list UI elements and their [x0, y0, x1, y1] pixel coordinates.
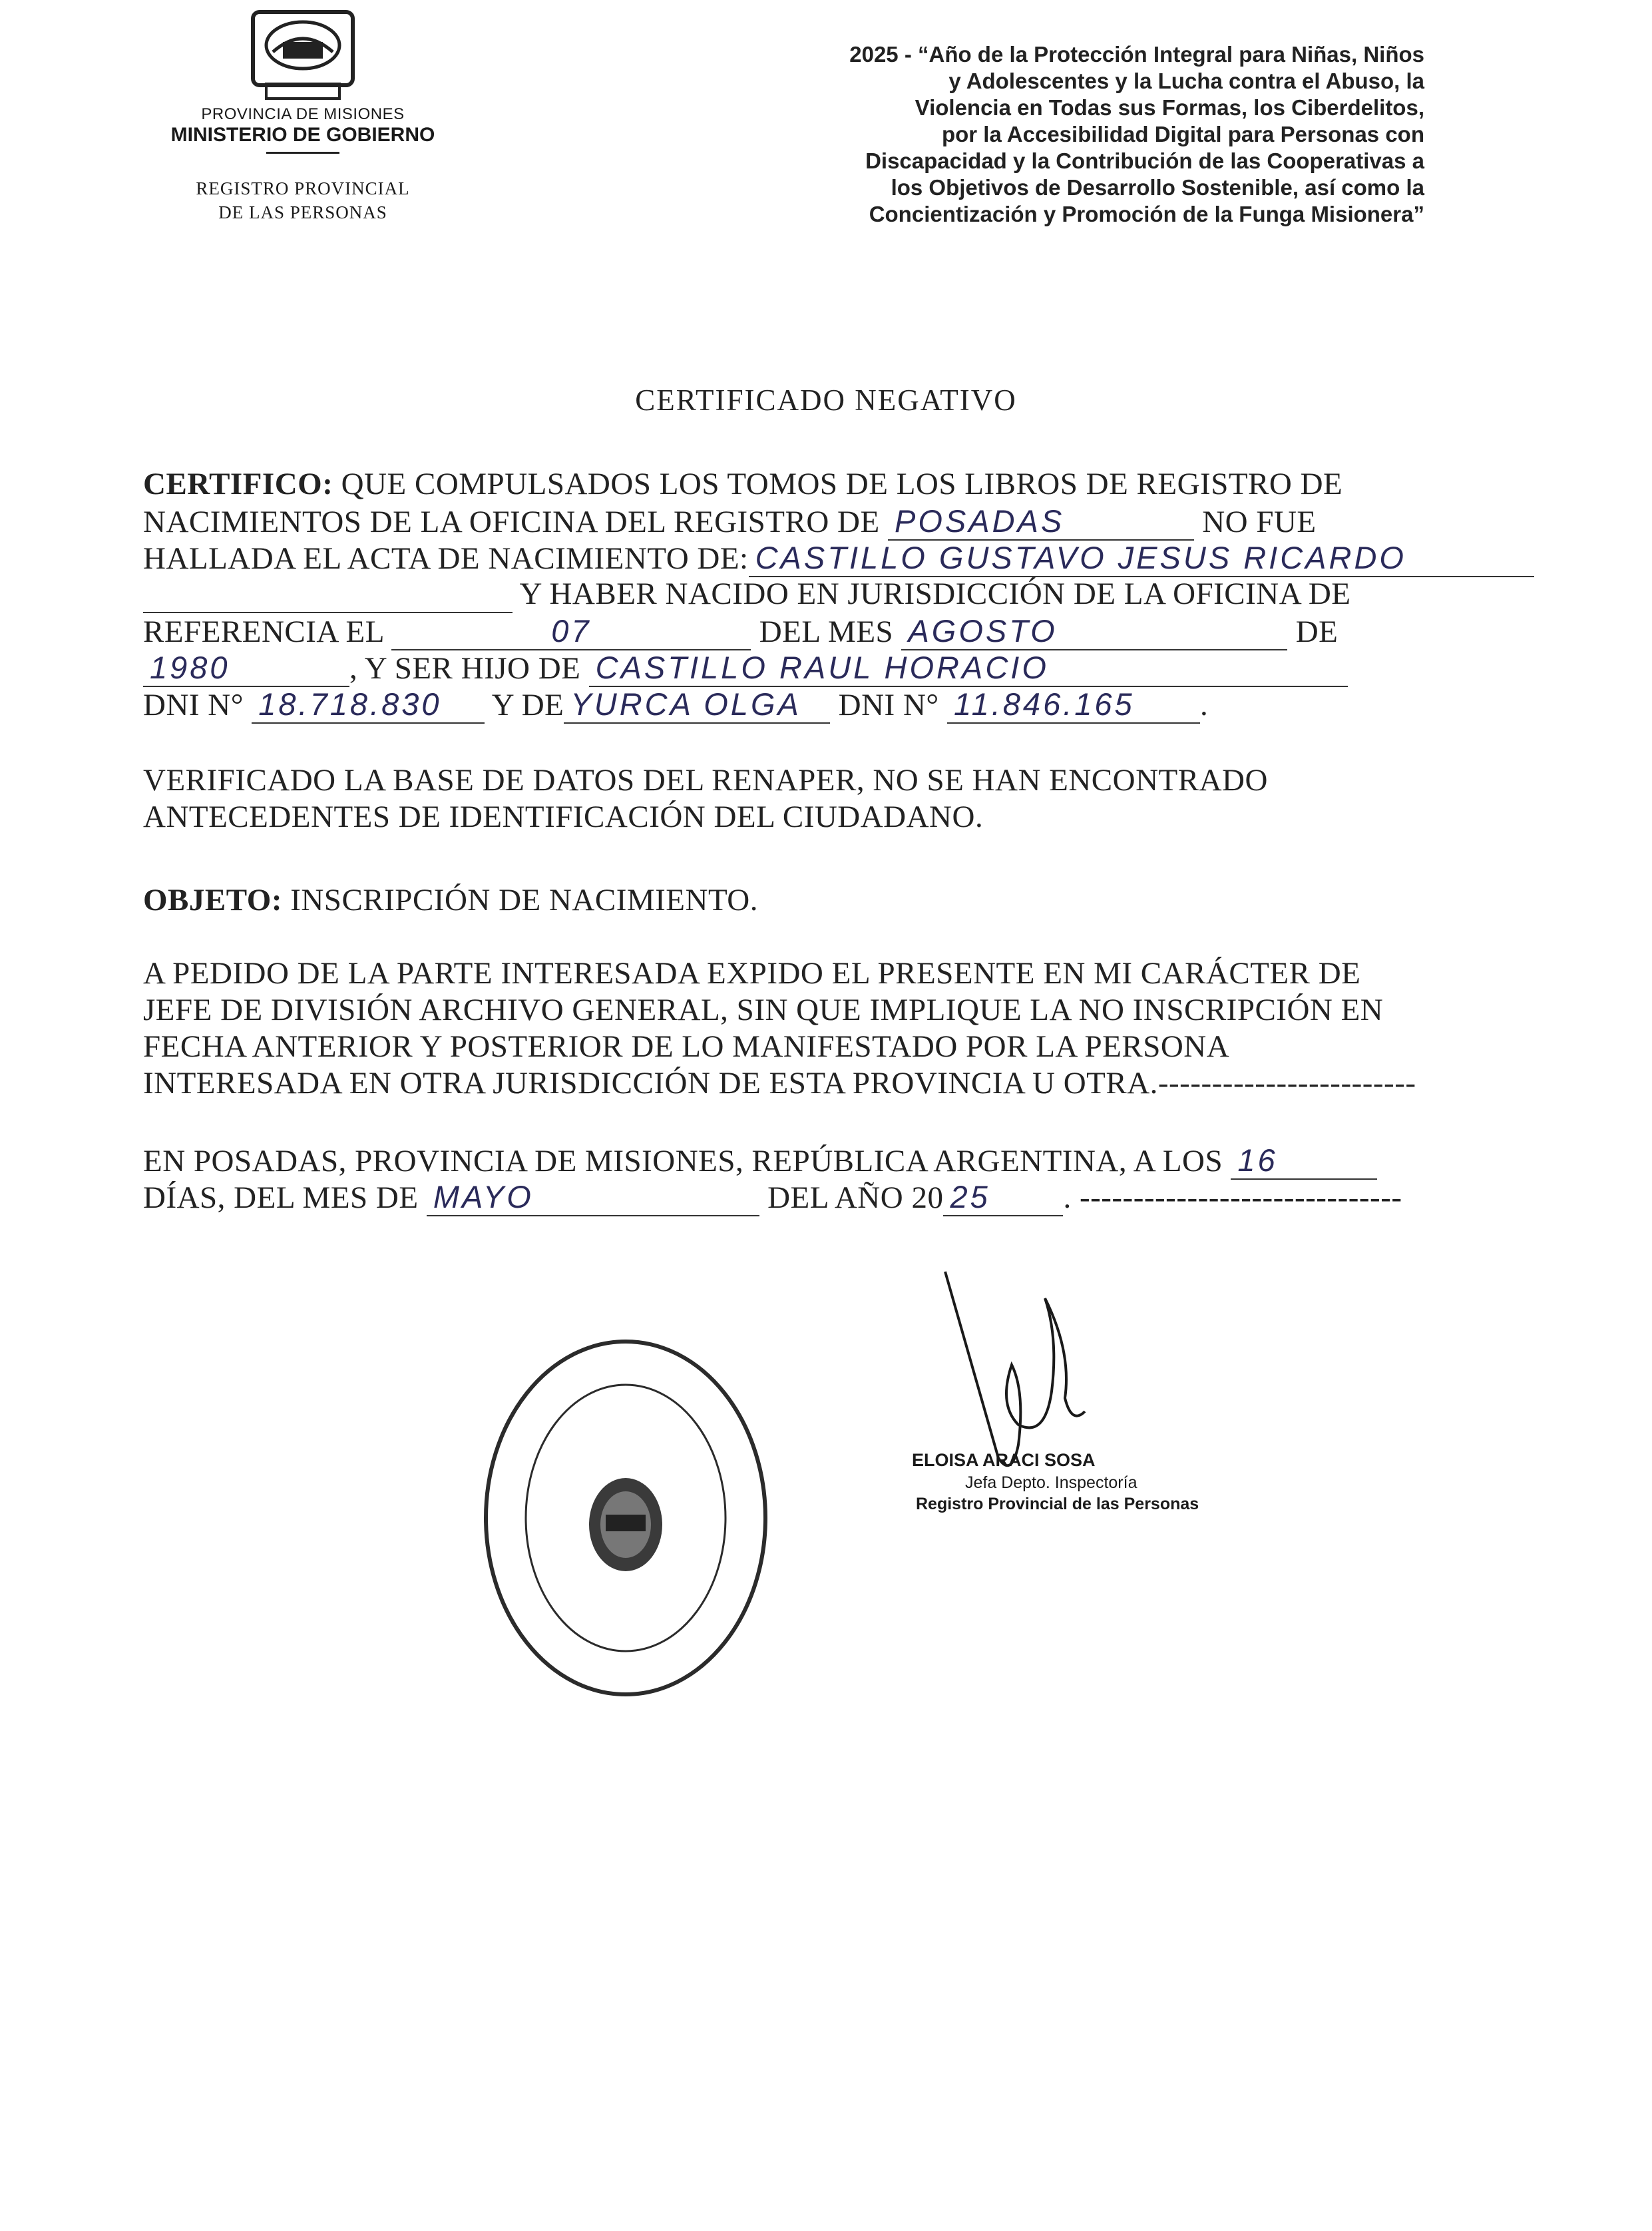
pedido-line4: INTERESADA EN OTRA JURISDICCIÓN DE ESTA PROVINCIA U OTRA.------------------------: [143, 1066, 1416, 1101]
person-name-field: CASTILLO GUSTAVO JESUS RICARDO: [749, 539, 1534, 577]
father-name-field: CASTILLO RAUL HORACIO: [589, 649, 1348, 687]
renaper-line2: ANTECEDENTES DE IDENTIFICACIÓN DEL CIUDADANO.: [143, 800, 984, 834]
registry-name-line2: DE LAS PERSONAS: [218, 202, 387, 222]
signatory-name: ELOISA ARACI SOSA: [912, 1450, 1096, 1470]
issue-year-field: 25: [943, 1178, 1063, 1216]
birth-month-field: AGOSTO: [901, 613, 1287, 650]
father-dni-field: 18.718.830: [252, 686, 485, 724]
birth-year-field: 1980: [143, 649, 349, 687]
registry-name-line1: REGISTRO PROVINCIAL: [196, 178, 410, 198]
document-title: CERTIFICADO NEGATIVO: [635, 383, 1017, 417]
office-field: POSADAS: [888, 503, 1194, 541]
year-motto: [639, 41, 1424, 228]
ministry-name: MINISTERIO DE GOBIERNO: [170, 124, 435, 146]
closing-line1: EN POSADAS, PROVINCIA DE MISIONES, REPÚBLICA ARGENTINA, A LOS 16: [143, 1142, 1377, 1180]
closing-line2: DÍAS, DEL MES DE MAYO DEL AÑO 20 25 . ------------------------------: [143, 1179, 1402, 1215]
certifico-line6: 1980 , Y SER HIJO DE CASTILLO RAUL HORACIO: [143, 649, 1348, 687]
signatory-role: Jefa Depto. Inspectoría: [965, 1473, 1137, 1492]
certifico-line4: Y HABER NACIDO EN JURISDICCIÓN DE LA OFICINA DE: [143, 576, 1351, 613]
objeto-line: OBJETO: INSCRIPCIÓN DE NACIMIENTO.: [143, 883, 759, 917]
pedido-line1: A PEDIDO DE LA PARTE INTERESADA EXPIDO EL PRESENTE EN MI CARÁCTER DE: [143, 956, 1361, 991]
birth-day-field: 07: [391, 613, 751, 650]
motto-line: los Objetivos de Desarrollo Sostenible, así como la: [891, 175, 1424, 200]
province-crest-logo: [246, 5, 359, 105]
renaper-line1: VERIFICADO LA BASE DE DATOS DEL RENAPER, NO SE HAN ENCONTRADO: [143, 763, 1268, 798]
motto-line: por la Accesibilidad Digital para Personas con: [941, 122, 1424, 146]
certifico-line3: HALLADA EL ACTA DE NACIMIENTO DE: CASTILLO GUSTAVO JESUS RICARDO: [143, 539, 1534, 577]
certifico-line1: CERTIFICO: QUE COMPULSADOS LOS TOMOS DE LOS LIBROS DE REGISTRO DE: [143, 467, 1343, 501]
motto-line: Violencia en Todas sus Formas, los Ciberdelitos,: [915, 95, 1424, 120]
certifico-line7: DNI N° 18.718.830 Y DE YURCA OLGA DNI N° 11.846.165 .: [143, 686, 1209, 722]
province-name: PROVINCIA DE MISIONES: [201, 105, 405, 123]
certifico-line2: NACIMIENTOS DE LA OFICINA DEL REGISTRO DE POSADAS NO FUE: [143, 503, 1317, 539]
motto-line: y Adolescentes y la Lucha contra el Abuso, la: [948, 69, 1424, 93]
certifico-label: CERTIFICO:: [143, 467, 333, 501]
official-seal-stamp: [476, 1332, 775, 1704]
pedido-line2: JEFE DE DIVISIÓN ARCHIVO GENERAL, SIN QUE IMPLIQUE LA NO INSCRIPCIÓN EN: [143, 993, 1384, 1027]
objeto-label: OBJETO:: [143, 883, 282, 917]
issue-day-field: 16: [1231, 1142, 1377, 1180]
motto-line: Concientización y Promoción de la Funga Misionera”: [869, 202, 1424, 226]
mother-dni-field: 11.846.165: [947, 686, 1200, 724]
signatory-office: Registro Provincial de las Personas: [916, 1495, 1199, 1513]
blank-line: [143, 576, 513, 613]
certifico-line5: REFERENCIA EL 07 DEL MES AGOSTO DE: [143, 613, 1339, 649]
issue-month-field: MAYO: [427, 1178, 759, 1216]
motto-line: 2025 - “Año de la Protección Integral para Niñas, Niños: [849, 42, 1424, 67]
pedido-line3: FECHA ANTERIOR Y POSTERIOR DE LO MANIFESTADO POR LA PERSONA: [143, 1029, 1230, 1064]
mother-name-field: YURCA OLGA: [564, 686, 830, 724]
header-rule: [266, 152, 339, 154]
motto-line: Discapacidad y la Contribución de las Cooperativas a: [865, 148, 1424, 173]
